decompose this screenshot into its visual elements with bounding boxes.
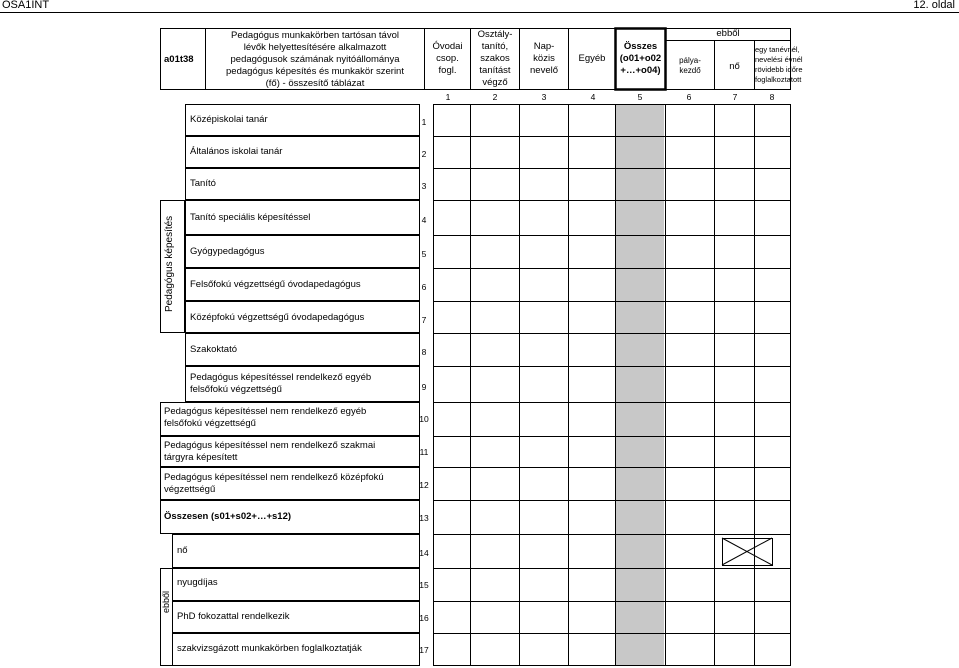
col-number: 3 [541,92,547,102]
table-id: a01t38 [164,54,194,65]
col-header-line: tanítást [479,65,511,76]
col-header-6 [666,56,714,76]
row-label: szakvizsgázott munkakörben foglalkoztatják [177,643,362,654]
col-header-line: foglalkoztatott [755,75,802,84]
row-label-line: Pedagógus képesítéssel nem rendelkező egyéb [164,406,367,417]
row-number: 2 [421,149,427,159]
col-header-line: pálya- [679,56,701,65]
row-label: Szakoktató [190,344,237,355]
col-header-4 [569,53,615,65]
col-header-line: kezdő [679,66,701,75]
row-label-line: Pedagógus képesítéssel nem rendelkező szakmai [164,440,376,451]
row-number: 5 [421,249,427,259]
row-label: Tanító [190,178,216,189]
row-number: 10 [419,414,429,424]
col-number: 2 [492,92,498,102]
col-header-line: egy tanévnél, [755,45,800,54]
row-label-line: tárgyra képesített [164,452,238,463]
row-number: 8 [421,347,427,357]
col-header-line: +…+o04) [620,65,661,76]
row-label: Általános iskolai tanár [190,146,283,157]
row-number: 4 [421,215,427,225]
col-header-line: (o01+o02 [619,53,662,64]
col-number: 8 [769,92,775,102]
row-label: Tanító speciális képesítéssel [190,212,311,223]
row-number: 15 [419,580,429,590]
col-header-7 [715,61,754,73]
title-line: (fő) - összesítő táblázat [265,78,365,89]
side-label-pedagogus-kepesites: Pedagógus képesítés [164,215,175,312]
col-header-line: csop. [436,53,459,64]
row-label: Gyógypedagógus [190,246,265,257]
col-header-line: fogl. [438,65,457,76]
col-number: 6 [686,92,692,102]
side-label-ebbol: ebből [161,590,171,613]
col-header-8 [755,45,803,85]
row-label: Felsőfokú végzettségű óvodapedagógus [190,279,361,290]
row-number: 17 [419,645,429,655]
row-label: nyugdíjas [177,577,218,588]
col-number: 7 [732,92,738,102]
col-header-1 [425,41,470,77]
col-header-line: Egyéb [578,53,606,64]
col-header-line: rövidebb időre [755,65,803,74]
title-line: Pedagógus munkakörben tartósan távol [231,30,399,41]
form-code: OSA1INT [2,0,50,11]
row-label [190,372,371,396]
row-number: 12 [419,480,429,490]
page-number: 12. oldal [913,0,955,11]
col-number: 5 [637,92,643,102]
row-label [164,440,375,464]
row-label-line: Pedagógus képesítéssel rendelkező egyéb [190,372,372,383]
title-line: lévők helyettesítésére alkalmazott [243,42,387,53]
col-header-line: Osztály- [477,29,513,40]
table-title [208,30,422,90]
col-number: 4 [590,92,596,102]
ebbol-header: ebből [716,28,740,39]
col-header-line: nevelési évnél [755,55,803,64]
row-number: 3 [421,181,427,191]
row-number: 14 [419,548,429,558]
col-header-line: Összes [623,41,658,52]
col-header-line: nevelő [530,65,558,76]
row-label: PhD fokozattal rendelkezik [177,611,290,622]
col-number: 1 [445,92,451,102]
col-header-line: tanító, [481,41,509,52]
row-number: 16 [419,613,429,623]
row-label: Középiskolai tanár [190,114,268,125]
col-header-2 [471,29,519,89]
title-line: pedagógusok számának nyitóállománya [230,54,400,65]
col-header-line: Nap- [533,41,555,52]
col-header-line: nő [729,61,740,72]
col-header-line: Óvodai [432,41,463,52]
col-header-line: szakos [480,53,510,64]
row-label-total: Összesen (s01+s02+…+s12) [164,511,292,522]
row-label [164,472,384,496]
row-number: 6 [421,282,427,292]
row-label-line: felsőfokú végzettségű [164,418,256,429]
col-header-line: végző [482,77,508,88]
row-label: Középfokú végzettségű óvodapedagógus [190,312,365,323]
row-number: 1 [421,117,427,127]
row-label [164,406,366,430]
col-header-3 [520,41,568,77]
row-label: nő [177,545,188,556]
title-line: pedagógus képesítés és munkakör szerint [226,66,404,77]
row-number: 7 [421,315,427,325]
row-label-line: Pedagógus képesítéssel nem rendelkező középfokú [164,472,384,483]
row-label-line: végzettségű [164,484,216,495]
col-header-5 [616,41,665,77]
row-label-line: felsőfokú végzettségű [190,384,282,395]
row-number: 11 [419,447,429,457]
col-header-line: közis [533,53,555,64]
row-number: 13 [419,513,429,523]
row-number: 9 [421,382,427,392]
